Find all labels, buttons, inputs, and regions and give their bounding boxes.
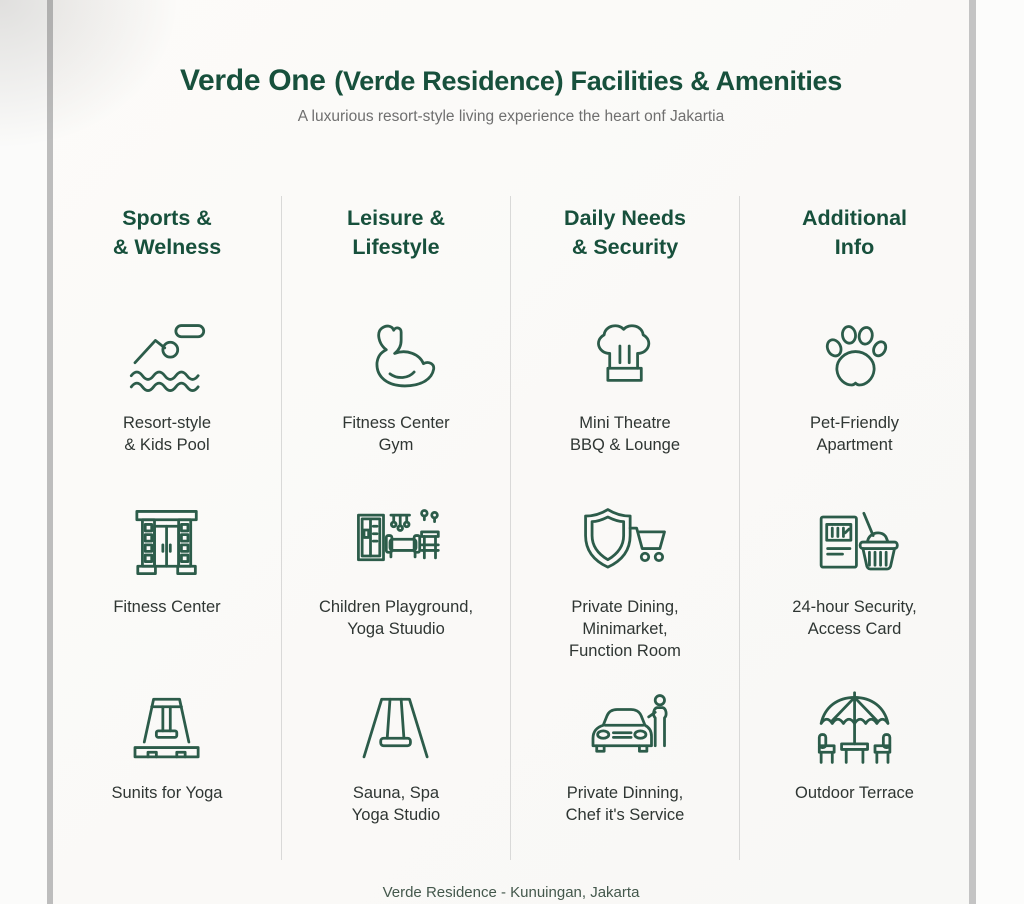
facility-label: 24-hour Security, Access Card xyxy=(792,598,917,638)
facility-label: Pet-Friendly Apartment xyxy=(810,414,899,454)
column-leisure-lifestyle xyxy=(282,196,511,860)
column-header xyxy=(282,204,510,262)
page-margin-right xyxy=(976,0,1024,904)
facility-label: Fitness Center Gym xyxy=(342,414,450,454)
column-sports-welness xyxy=(53,196,282,860)
column-header-line: Daily Needs xyxy=(564,206,686,230)
facility-label: Sauna, Spa Yoga Studio xyxy=(351,784,441,824)
facility-item xyxy=(53,318,281,457)
facility-item xyxy=(282,688,510,827)
living-room-icon xyxy=(282,502,510,584)
page-edge-right xyxy=(969,0,976,904)
page-subtitle: A luxurious resort-style living experience the heart onf Jakartia xyxy=(297,108,725,126)
facility-item xyxy=(53,502,281,619)
page-title-rest: (Verde Residence) Facilities & Amenities xyxy=(334,66,842,96)
page-title-brand: Verde One xyxy=(179,64,326,97)
facility-item xyxy=(740,318,969,457)
shield-cart-icon xyxy=(511,502,739,584)
facility-item xyxy=(282,502,510,641)
building-entrance-icon xyxy=(53,502,281,584)
facility-item xyxy=(511,502,739,663)
column-header xyxy=(53,204,281,262)
facility-label: Private Dining, Minimarket, Function Room xyxy=(569,598,681,660)
page-title xyxy=(53,62,969,97)
facility-label: Fitness Center xyxy=(113,598,221,616)
bicep-icon xyxy=(282,318,510,400)
column-daily-needs-security xyxy=(511,196,740,860)
footer-caption: Verde Residence - Kunuingan, Jakarta xyxy=(382,884,640,901)
facility-label: Outdoor Terrace xyxy=(795,784,914,802)
column-header-line: Leisure & xyxy=(347,206,445,230)
facility-label: Private Dinning, Chef it's Service xyxy=(565,784,685,824)
facility-item xyxy=(740,688,969,805)
paw-icon xyxy=(740,318,969,400)
facility-item xyxy=(740,502,969,641)
column-header-line: Lifestyle xyxy=(352,235,440,260)
column-header xyxy=(740,204,969,262)
facility-item xyxy=(511,688,739,827)
facility-item xyxy=(53,688,281,805)
chef-hat-icon xyxy=(511,318,739,400)
header xyxy=(53,62,969,126)
column-additional-info xyxy=(740,196,969,860)
facility-label: Children Playground, Yoga Stuudio xyxy=(318,598,474,638)
facility-label: Mini Theatre BBQ & Lounge xyxy=(569,414,681,454)
swimmer-icon xyxy=(53,318,281,400)
access-card-basket-icon xyxy=(740,502,969,584)
swing-platform-icon xyxy=(53,688,281,770)
swing-set-icon xyxy=(282,688,510,770)
facility-item xyxy=(511,318,739,457)
column-header-line: Sports & xyxy=(122,206,212,230)
column-header-line: & Welness xyxy=(112,235,222,260)
column-header xyxy=(511,204,739,262)
outdoor-terrace-icon xyxy=(740,688,969,770)
column-header-line: Info xyxy=(834,235,875,260)
page-margin-left xyxy=(0,0,47,904)
facility-label: Sunits for Yoga xyxy=(111,784,223,802)
column-header-line: Additional xyxy=(801,206,908,230)
column-header-line: & Security xyxy=(571,235,679,260)
car-valet-icon xyxy=(511,688,739,770)
facilities-grid xyxy=(53,196,969,860)
facility-item xyxy=(282,318,510,457)
facility-label: Resort-style & Kids Pool xyxy=(122,414,212,454)
